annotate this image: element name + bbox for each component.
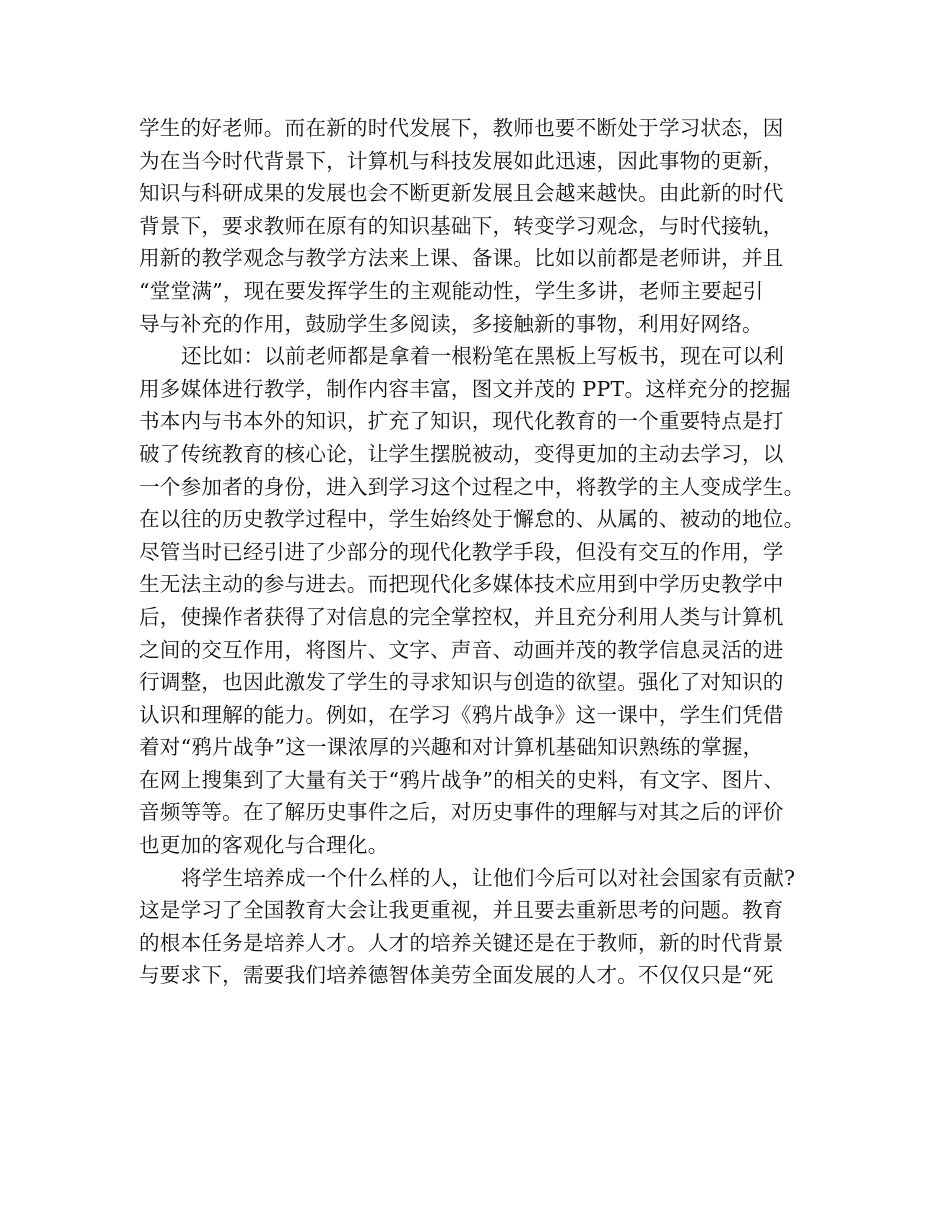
paragraph-1-line-3: 知识与科研成果的发展也会不断更新发展且会越来越快。由此新的时代 <box>139 181 784 206</box>
paragraph-2-line-3: 书本内与书本外的知识，扩充了知识，现代化教育的一个重要特点是打 <box>139 409 784 434</box>
paragraph-1-line-1: 学生的好老师。而在新的时代发展下，教师也要不断处于学习状态，因 <box>139 116 784 140</box>
paragraph-2-line-13: 着对“鸦片战争”这一课浓厚的兴趣和对计算机基础知识熟练的掌握， <box>139 735 764 760</box>
paragraph-2-line-14: 在网上搜集到了大量有关于“鸦片战争”的相关的史料，有文字、图片、 <box>139 767 785 792</box>
paragraph-3-line-1: 将学生培养成一个什么样的人，让他们今后可以对社会国家有贡献? <box>181 865 796 890</box>
paragraph-2-line-8: 生无法主动的参与进去。而把现代化多媒体技术应用到中学历史教学中 <box>139 572 784 597</box>
paragraph-2-line-11: 行调整，也因此激发了学生的寻求知识与创造的欲望。强化了对知识的 <box>139 670 784 695</box>
paragraph-2-line-4: 破了传统教育的核心论，让学生摆脱被动，变得更加的主动去学习，以 <box>139 441 784 466</box>
paragraph-2-line-16: 也更加的客观化与合理化。 <box>139 833 389 858</box>
paragraph-1-line-2: 为在当今时代背景下，计算机与科技发展如此迅速，因此事物的更新， <box>139 148 784 173</box>
paragraph-3-line-2: 这是学习了全国教育大会让我更重视，并且要去重新思考的问题。教育 <box>139 898 784 923</box>
paragraph-2-line-6: 在以往的历史教学过程中，学生始终处于懈怠的、从属的、被动的地位。 <box>139 507 805 532</box>
paragraph-2-line-9: 后，使操作者获得了对信息的完全掌控权，并且充分利用人类与计算机 <box>139 604 784 629</box>
paragraph-2-line-2: 用多媒体进行教学，制作内容丰富，图文并茂的 PPT。这样充分的挖掘 <box>139 376 791 401</box>
paragraph-2-line-1: 还比如：以前老师都是拿着一根粉笔在黑板上写板书，现在可以利 <box>181 344 785 369</box>
paragraph-1-line-4: 背景下，要求教师在原有的知识基础下，转变学习观念，与时代接轨， <box>139 213 784 238</box>
paragraph-3-line-4: 与要求下，需要我们培养德智体美劳全面发展的人才。不仅仅只是“死 <box>139 963 774 988</box>
document-body <box>139 112 819 992</box>
paragraph-1-line-6: “堂堂满”，现在要发挥学生的主观能动性，学生多讲，老师主要起引 <box>139 278 764 303</box>
paragraph-1-line-5: 用新的教学观念与教学方法来上课、备课。比如以前都是老师讲，并且 <box>139 246 784 271</box>
paragraph-2-line-10: 之间的交互作用，将图片、文字、声音、动画并茂的教学信息灵活的进 <box>139 637 784 662</box>
paragraph-2-line-5: 一个参加者的身份，进入到学习这个过程之中，将教学的主人变成学生。 <box>139 474 805 499</box>
paragraph-2-line-7: 尽管当时已经引进了少部分的现代化教学手段，但没有交互的作用，学 <box>139 539 784 564</box>
paragraph-2-line-12: 认识和理解的能力。例如，在学习《鸦片战争》这一课中，学生们凭借 <box>139 702 784 727</box>
paragraph-1-line-7: 导与补充的作用，鼓励学生多阅读，多接触新的事物，利用好网络。 <box>139 311 763 336</box>
paragraph-2-line-15: 音频等等。在了解历史事件之后，对历史事件的理解与对其之后的评价 <box>139 800 784 825</box>
paragraph-3-line-3: 的根本任务是培养人才。人才的培养关键还是在于教师，新的时代背景 <box>139 930 784 955</box>
